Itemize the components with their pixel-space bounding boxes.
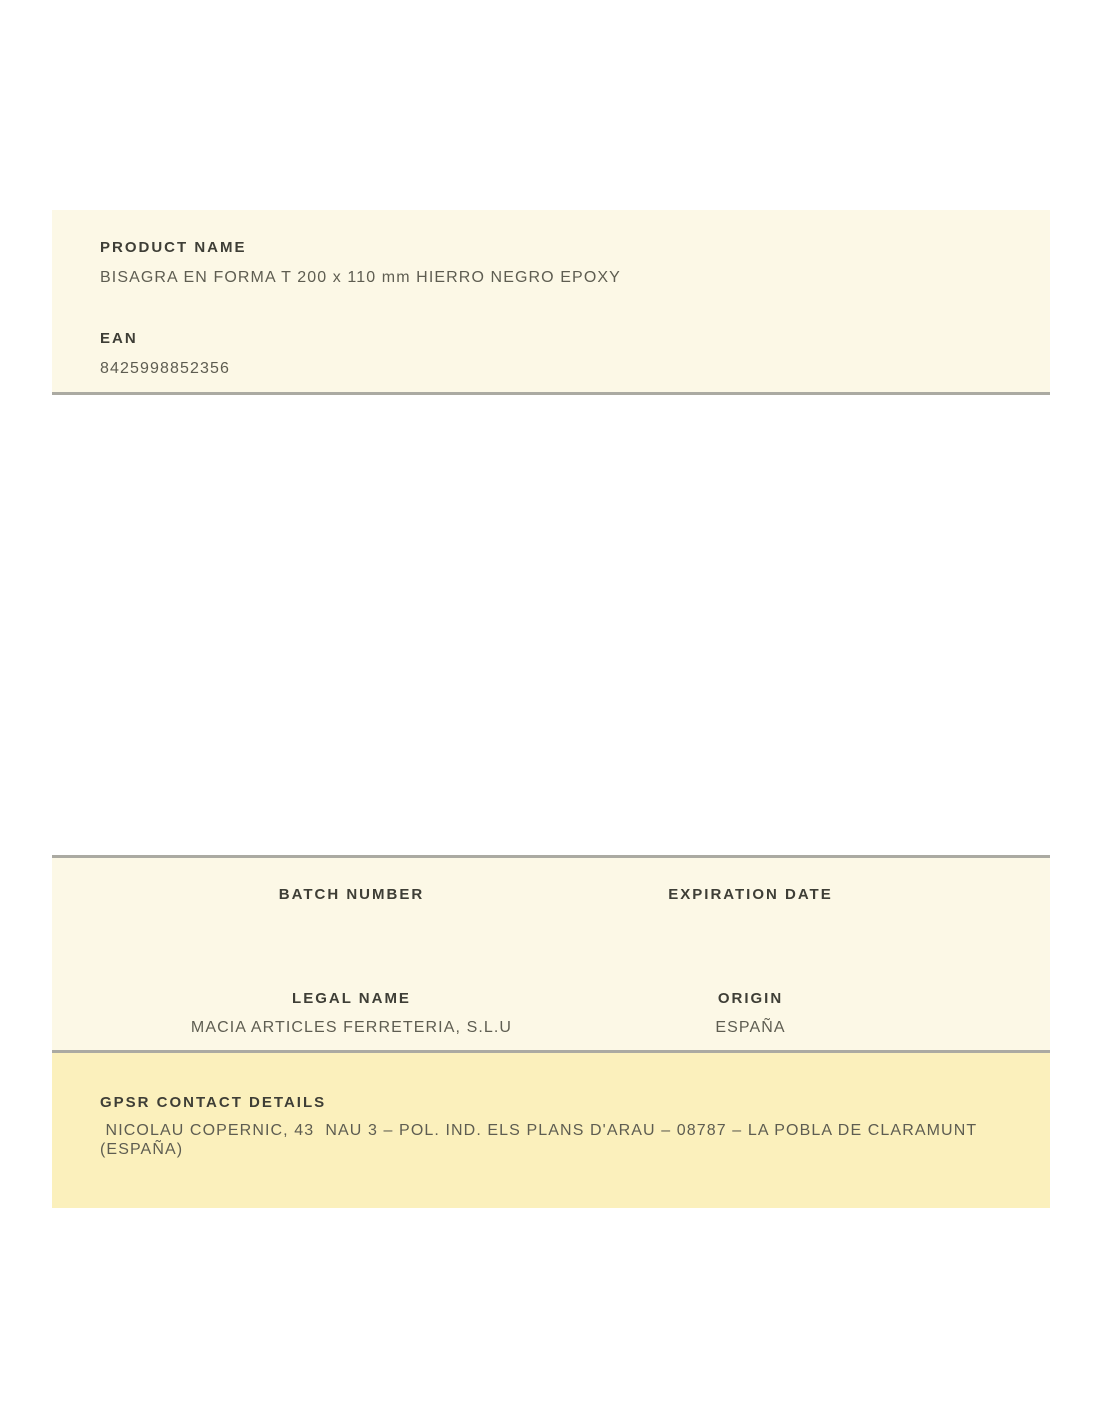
legal-name-label: LEGAL NAME [292,989,411,1007]
product-name-field [100,238,1002,287]
legal-name-cell [152,989,551,1051]
origin-label: ORIGIN [717,989,784,1007]
batch-number-label: BATCH NUMBER [278,886,425,903]
product-name-value: BISAGRA EN FORMA T 200 x 110 mm HIERRO NEGRO EPOXY [100,269,621,286]
batch-number-cell [152,885,551,947]
batch-number-value [152,914,551,933]
expiration-date-cell [551,885,950,947]
ean-label: EAN [100,330,138,347]
expiration-date-value [551,914,950,933]
expiration-date-label: EXPIRATION DATE [668,886,833,903]
product-info-section [52,210,1050,395]
origin-value: ESPAÑA [715,1018,786,1036]
legal-name-value: MACIA ARTICLES FERRETERIA, S.L.U [190,1018,513,1036]
traceability-section [52,855,1050,1053]
ean-field [100,329,1002,378]
origin-cell [551,989,950,1051]
gpsr-contact-label: GPSR CONTACT DETAILS [100,1094,327,1111]
gpsr-contact-section [52,1053,1050,1208]
product-name-label: PRODUCT NAME [100,239,247,256]
gpsr-contact-value: NICOLAU COPERNIC, 43 NAU 3 – POL. IND. ELS PLANS D'ARAU – 08787 – LA POBLA DE CLARAMUNT (ESPAÑA) [100,1122,983,1158]
ean-value: 8425998852356 [100,360,230,377]
